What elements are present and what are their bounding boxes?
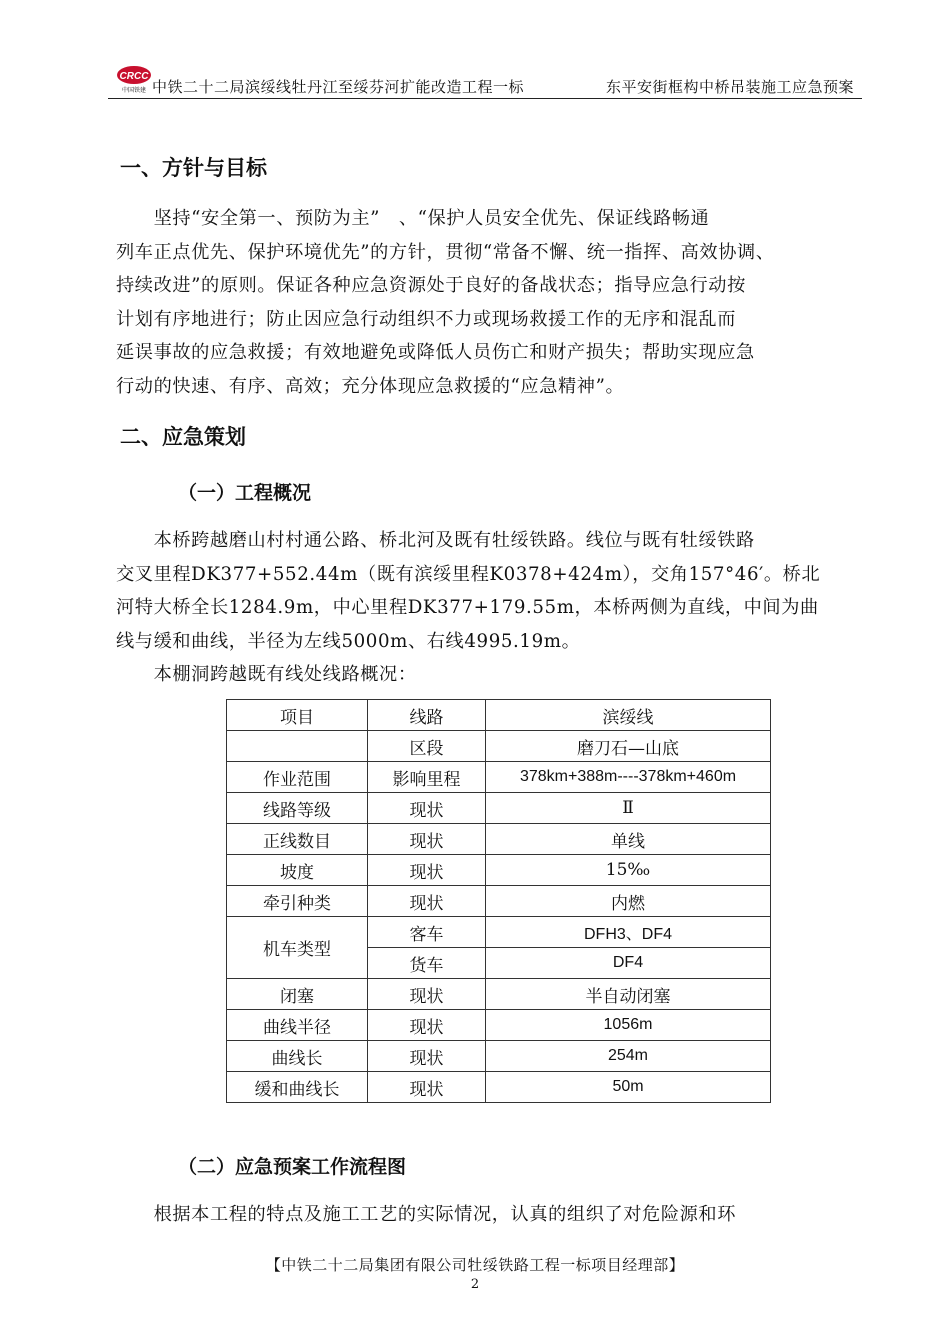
table-row [227,917,771,948]
table-cell: 现状 [368,793,486,824]
table-cell: DFH3、DF4 [486,917,771,948]
table-cell: 线路等级 [227,793,368,824]
table-cell: 半自动闭塞 [486,979,771,1010]
table-row [227,824,771,855]
table-cell: 15‰ [486,855,771,886]
paragraph-line: 坚持“安全第一、预防为主” 、“保护人员安全优先、保证线路畅通 [116,208,710,229]
table-cell: 坡度 [227,855,368,886]
section-heading-policy: 一、方针与目标 [120,156,267,180]
table-cell: 现状 [368,1010,486,1041]
table-cell: 磨刀石—山底 [486,731,771,762]
company-logo [114,64,154,94]
table-cell: 机车类型 [227,917,368,979]
paragraph-line: 本桥跨越磨山村村通公路、桥北河及既有牡绥铁路。线位与既有牡绥铁路 [116,530,755,551]
table-cell: 现状 [368,855,486,886]
table-cell: 牵引种类 [227,886,368,917]
table-cell: 378km+388m----378km+460m [486,762,771,793]
table-cell: 单线 [486,824,771,855]
table-cell [227,731,368,762]
table-cell: 线路 [368,700,486,731]
table-cell: 内燃 [486,886,771,917]
policy-paragraph [116,202,860,403]
table-row [227,1041,771,1072]
table-row [227,855,771,886]
paragraph-line: 线与缓和曲线，半径为左线5000m、右线4995.19m。 [116,630,581,652]
table-row [227,1072,771,1103]
header-document-title: 东平安街框构中桥吊装施工应急预案 [605,78,854,96]
line-overview-table [226,699,771,1103]
paragraph-line: 行动的快速、有序、高效；充分体现应急救援的“应急精神”。 [116,375,625,397]
table-row [227,793,771,824]
table-cell: 客车 [368,917,486,948]
table-cell: 正线数目 [227,824,368,855]
table-cell: 曲线半径 [227,1010,368,1041]
table-cell: 闭塞 [227,979,368,1010]
table-cell: 曲线长 [227,1041,368,1072]
svg-text:中国铁建: 中国铁建 [121,87,147,94]
table-row [227,762,771,793]
table-row [227,979,771,1010]
section-heading-planning: 二、应急策划 [120,425,246,449]
header-project-title: 中铁二十二局滨绥线牡丹江至绥芬河扩能改造工程一标 [152,78,525,96]
table-cell: 滨绥线 [486,700,771,731]
overview-paragraph [116,524,860,692]
page-number: 2 [470,1277,480,1292]
table-header-row [227,700,771,731]
table-cell: 254m [486,1041,771,1072]
table-cell: 现状 [368,824,486,855]
table-cell: 项目 [227,700,368,731]
table-row [227,1010,771,1041]
paragraph-line: 交叉里程DK377+552.44m（既有滨绥里程K0378+424m），交角157°46′。桥北 [116,563,821,585]
page-footer: 【中铁二十二局集团有限公司牡绥铁路工程一标项目经理部】 [265,1256,685,1274]
table-cell: 50m [486,1072,771,1103]
paragraph-line: 根据本工程的特点及施工工艺的实际情况，认真的组织了对危险源和环 [116,1204,736,1225]
table-cell: 现状 [368,1041,486,1072]
table-cell: 区段 [368,731,486,762]
table-cell: 货车 [368,948,486,979]
subsection-heading-overview: （一）工程概况 [178,482,312,504]
page-header [108,62,862,99]
paragraph-line: 河特大桥全长1284.9m，中心里程DK377+179.55m，本桥两侧为直线，中间为曲 [116,597,819,618]
paragraph-line: 计划有序地进行；防止因应急行动组织不力或现场救援工作的无序和混乱而 [116,308,736,330]
table-cell: 现状 [368,979,486,1010]
table-cell: 1056m [486,1010,771,1041]
table-cell: 作业范围 [227,762,368,793]
table-row [227,731,771,762]
subsection-heading-flowchart: （二）应急预案工作流程图 [178,1156,407,1178]
paragraph-line: 本棚洞跨越既有线处线路概况： [116,664,417,685]
table-cell: Ⅱ [486,793,771,824]
svg-text:CRCC: CRCC [119,71,149,82]
table-cell: DF4 [486,948,771,979]
flowchart-paragraph [116,1198,860,1232]
table-cell: 影响里程 [368,762,486,793]
table-cell: 现状 [368,886,486,917]
table-row [227,886,771,917]
table-cell: 缓和曲线长 [227,1072,368,1103]
paragraph-line: 列车正点优先、保护环境优先”的方针，贯彻“常备不懈、统一指挥、高效协调、 [116,241,775,263]
paragraph-line: 持续改进”的原则。保证各种应急资源处于良好的备战状态；指导应急行动按 [116,275,746,296]
table-cell: 现状 [368,1072,486,1103]
paragraph-line: 延误事故的应急救援；有效地避免或降低人员伤亡和财产损失；帮助实现应急 [116,342,755,363]
